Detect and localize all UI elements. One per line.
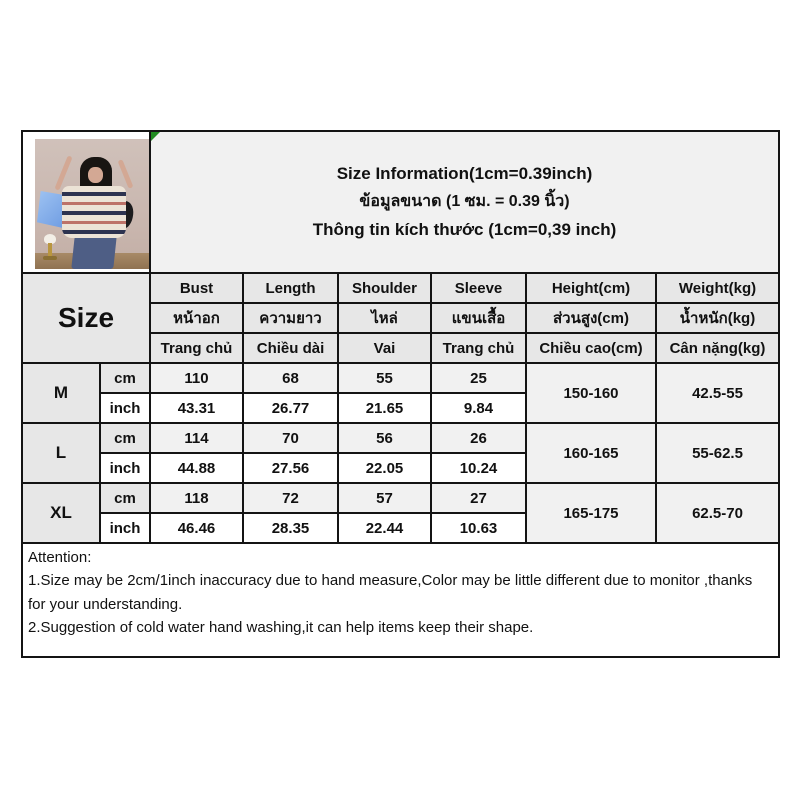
col-header-height-en: Height(cm) (526, 273, 656, 303)
col-header-bust-th: หน้าอก (150, 303, 243, 333)
measurement-value: 43.31 (150, 393, 243, 423)
weight-range: 55-62.5 (656, 423, 779, 483)
measurement-value: 57 (338, 483, 431, 513)
col-header-bust-en: Bust (150, 273, 243, 303)
col-header-length-th: ความยาว (243, 303, 338, 333)
title-english: Size Information(1cm=0.39inch) (336, 164, 593, 183)
measurement-value: 21.65 (338, 393, 431, 423)
unit-label-inch: inch (100, 453, 150, 483)
measurement-value: 72 (243, 483, 338, 513)
height-range: 165-175 (526, 483, 656, 543)
col-header-shoulder-en: Shoulder (338, 273, 431, 303)
measurement-value: 55 (338, 363, 431, 393)
measurement-value: 110 (150, 363, 243, 393)
model-right-arm (118, 159, 134, 189)
col-header-weight-en: Weight(kg) (656, 273, 779, 303)
col-header-sleeve-vi: Trang chủ (431, 333, 526, 363)
unit-label-inch: inch (100, 513, 150, 543)
green-corner-marker (151, 132, 160, 141)
model-face (88, 167, 103, 183)
size-label-l: L (22, 423, 100, 483)
measurement-value: 68 (243, 363, 338, 393)
measurement-value: 27.56 (243, 453, 338, 483)
attention-line-1: 1.Size may be 2cm/1inch inaccuracy due to hand measure,Color may be little different due to monitor ,thanks for your understanding. (28, 572, 753, 613)
title-cell (150, 131, 779, 273)
measurement-value: 70 (243, 423, 338, 453)
col-header-weight-vi: Cân nặng(kg) (656, 333, 779, 363)
product-photo (35, 139, 149, 269)
measurement-value: 26.77 (243, 393, 338, 423)
measurement-value: 27 (431, 483, 526, 513)
height-range: 150-160 (526, 363, 656, 423)
unit-label-inch: inch (100, 393, 150, 423)
col-header-height-vi: Chiều cao(cm) (526, 333, 656, 363)
measurement-value: 44.88 (150, 453, 243, 483)
unit-label-cm: cm (100, 483, 150, 513)
product-photo-cell (22, 131, 150, 273)
measurement-value: 46.46 (150, 513, 243, 543)
weight-range: 42.5-55 (656, 363, 779, 423)
weight-range: 62.5-70 (656, 483, 779, 543)
measurement-value: 10.63 (431, 513, 526, 543)
measurement-value: 28.35 (243, 513, 338, 543)
height-range: 160-165 (526, 423, 656, 483)
unit-label-cm: cm (100, 423, 150, 453)
attention-heading: Attention: (28, 549, 92, 566)
measurement-value: 56 (338, 423, 431, 453)
measurement-value: 25 (431, 363, 526, 393)
measurement-value: 26 (431, 423, 526, 453)
size-table (21, 130, 780, 658)
col-header-bust-vi: Trang chủ (150, 333, 243, 363)
measurement-value: 22.05 (338, 453, 431, 483)
attention-note (22, 543, 779, 657)
striped-shirt (62, 186, 126, 238)
lamp-base (43, 256, 57, 260)
title-vietnamese: Thông tin kích thước (1cm=0,39 inch) (312, 220, 617, 239)
measurement-value: 118 (150, 483, 243, 513)
model-jeans (71, 236, 116, 269)
lamp-stem (48, 243, 52, 257)
size-column-header: Size (22, 273, 150, 363)
measurement-value: 9.84 (431, 393, 526, 423)
col-header-shoulder-vi: Vai (338, 333, 431, 363)
measurement-value: 114 (150, 423, 243, 453)
col-header-sleeve-en: Sleeve (431, 273, 526, 303)
col-header-length-en: Length (243, 273, 338, 303)
title-thai: ข้อมูลขนาด (1 ซม. = 0.39 นิ้ว) (359, 193, 570, 210)
col-header-length-vi: Chiều dài (243, 333, 338, 363)
attention-line-2: 2.Suggestion of cold water hand washing,it can help items keep their shape. (28, 618, 534, 636)
col-header-shoulder-th: ไหล่ (338, 303, 431, 333)
col-header-weight-th: น้ำหนัก(kg) (656, 303, 779, 333)
measurement-value: 10.24 (431, 453, 526, 483)
unit-label-cm: cm (100, 363, 150, 393)
col-header-sleeve-th: แขนเสื้อ (431, 303, 526, 333)
col-header-height-th: ส่วนสูง(cm) (526, 303, 656, 333)
size-label-m: M (22, 363, 100, 423)
size-label-xl: XL (22, 483, 100, 543)
measurement-value: 22.44 (338, 513, 431, 543)
